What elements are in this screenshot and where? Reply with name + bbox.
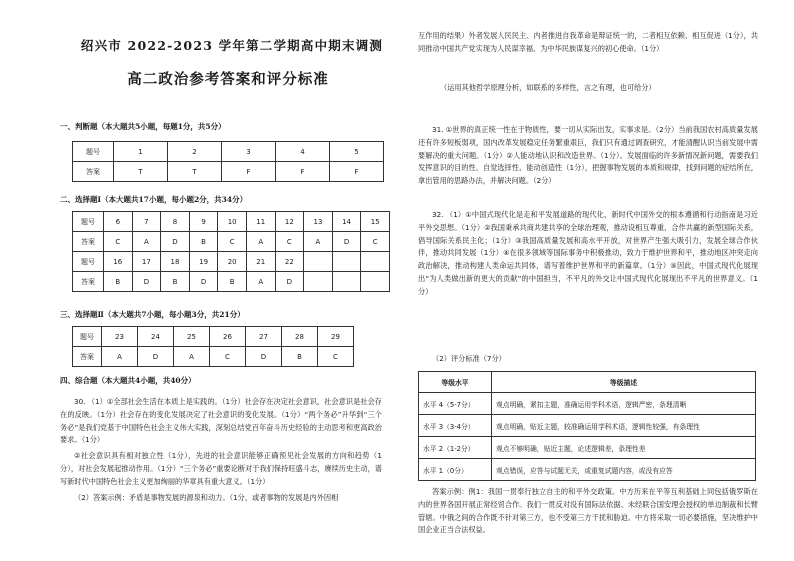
- question-number: 21: [246, 252, 275, 272]
- q32-text: 32. （1）①中国式现代化是走和平发展道路的现代化，新时代中国外交的根本遵循和行动指南是习近平外交思想。（1分）②我国秉承共商共建共享的全球治理观，推动设相互尊重、合作共赢的新型国际关系，倡导国际关系民主化；（1分）③我国高质量发展和高水平开放，对世界产生强大吸引力，发展全球合作伙伴，推动共同发展（1分）④在很多领域等国际事务中积极推动，致力于维护世界和平，推动地区冲突走向政治解决，推动构建人类命运共同体，谱写着维护世界和平的新篇章。（1分）⑤因此，中国式现代化展现出“为人类做出新的更大的贡献”的中国担当，不平凡的外交让中国式现代化展现出不平凡的世界意义。（1分）: [418, 210, 758, 296]
- rubric-level: 水平 4（5-7分）: [419, 393, 492, 415]
- answer-cell: D: [189, 272, 218, 292]
- answer-cell: F: [222, 162, 276, 182]
- rubric-level: 水平 2（1-2分）: [419, 437, 492, 459]
- table-row: [419, 459, 756, 481]
- row-label: 题号: [73, 212, 104, 232]
- question-number: 1: [114, 142, 168, 162]
- answer-cell: F: [276, 162, 330, 182]
- answer-cell: C: [210, 347, 246, 367]
- answer-cell: A: [102, 347, 138, 367]
- rubric-desc: 观点不够明确，贴近主题，论述逻辑差，条理性差: [492, 437, 756, 459]
- question-number: 23: [102, 327, 138, 347]
- answer-cell: D: [132, 272, 161, 292]
- answer-cell: B: [282, 347, 318, 367]
- table-row: [419, 415, 756, 437]
- answer-cell: T: [114, 162, 168, 182]
- row-label: 答案: [73, 347, 102, 367]
- question-number: 22: [275, 252, 304, 272]
- table-row: [73, 232, 390, 252]
- table-row: [73, 212, 390, 232]
- question-number: 24: [138, 327, 174, 347]
- table-row: [419, 372, 756, 393]
- answer-cell: A: [132, 232, 161, 252]
- question-number: 25: [174, 327, 210, 347]
- question-number: 7: [132, 212, 161, 232]
- table-row: [419, 437, 756, 459]
- answer-cell: C: [104, 232, 133, 252]
- answer-cell: B: [161, 272, 190, 292]
- rubric-desc: 观点明确，贴近主题，较准确运用学科术语，逻辑性较强，有条理性: [492, 415, 756, 437]
- q30-cont-text: 互作用的结果）外者发展人民民主、内者推进自我革命是辩证统一的，二者相互依赖、相互促进（1分），共同推动中国共产党实现为人民谋幸福、为中华民族谋复兴的初心使命。（1分）: [418, 31, 758, 53]
- answer-cell: D: [332, 232, 361, 252]
- rubric-desc: 观点错误，应答与试题无关，或重复试题内容，或没有应答: [492, 459, 756, 481]
- answer-cell: A: [304, 232, 333, 252]
- question-number: 12: [275, 212, 304, 232]
- row-label: 答案: [73, 272, 104, 292]
- q31-answer: [418, 124, 758, 188]
- rubric-header-desc: 等级描述: [492, 372, 756, 393]
- section3-heading: 三、选择题Ⅱ（本大题共7小题，每小题3分，共21分）: [60, 310, 245, 319]
- q30-answer: [60, 396, 382, 504]
- q30-continued: [418, 30, 758, 56]
- table-row: [419, 393, 756, 415]
- table-row: [73, 142, 384, 162]
- answer-cell: C: [275, 232, 304, 252]
- table-row: [73, 347, 354, 367]
- question-number: 6: [104, 212, 133, 232]
- q32-answer: [418, 209, 758, 299]
- question-number: 4: [276, 142, 330, 162]
- q30-part1-cont-text: ②社会意识具有相对独立性（1分），先进的社会意识能够正确预见社会发展的方向和趋势（1分），对社会发展起推动作用。（1分）“三个务必”重要论断对于我们保持旺盛斗志，赓续历史主动，谱写新时代中国特色社会主义更加绚丽的华章具有重大意义。（1分）: [60, 451, 382, 486]
- question-number: 18: [161, 252, 190, 272]
- answer-example: [418, 486, 758, 537]
- question-number: 17: [132, 252, 161, 272]
- empty-cell: [304, 252, 333, 272]
- question-number: 9: [189, 212, 218, 232]
- question-number: 3: [222, 142, 276, 162]
- rubric-heading-text: （2）评分标准（7分）: [432, 354, 506, 363]
- section4-heading: 四、综合题（本大题共4小题，共40分）: [60, 376, 196, 385]
- answer-cell: B: [104, 272, 133, 292]
- empty-cell: [304, 272, 333, 292]
- document-title: 绍兴市 2022-2023 学年第二学期高中期末调测: [80, 38, 384, 53]
- document-subtitle: 高二政治参考答案和评分标准: [127, 71, 329, 88]
- answer-cell: D: [246, 347, 282, 367]
- rubric-header-level: 等级水平: [419, 372, 492, 393]
- section1-answer-table: [72, 141, 384, 182]
- answer-cell: C: [318, 347, 354, 367]
- answer-cell: T: [168, 162, 222, 182]
- question-number: 13: [304, 212, 333, 232]
- q31-text: 31. ①世界的真正统一性在于物质性，要一切从实际出发，实事求是。（2分）当前我国农村高质量发展还有许多短板弱项，国内改革发展稳定任务繁重艰巨，我们只有通过调查研究，才能清醒认识当前发展中需要解决的重大问题。（1分）②人能动地认识和改造世界。（1分）。发展面临的许多新情况新问题，需要我们发挥意识的目的性、自觉选择性、能动创造性（1分），把握事物发展的本质和规律，找到问题的症结所在，拿出管用的思路办法，并解决问题。（2分）: [418, 125, 758, 186]
- answer-cell: A: [174, 347, 210, 367]
- question-number: 16: [104, 252, 133, 272]
- answer-cell: D: [275, 272, 304, 292]
- section1-heading: 一、判断题（本大题共5小题，每题1分，共5分）: [60, 122, 226, 131]
- question-number: 26: [210, 327, 246, 347]
- answer-cell: A: [246, 272, 275, 292]
- question-number: 28: [282, 327, 318, 347]
- left-column: [60, 0, 390, 561]
- rubric-desc: 观点明确，紧扣主题，准确运用学科术语，逻辑严密，条理清晰: [492, 393, 756, 415]
- rubric-level: 水平 3（3-4分）: [419, 415, 492, 437]
- row-label: 题号: [73, 142, 114, 162]
- row-label: 答案: [73, 162, 114, 182]
- answer-cell: B: [189, 232, 218, 252]
- table-row: [73, 272, 390, 292]
- answer-cell: D: [138, 347, 174, 367]
- q30-part2-text: （2）答案示例：矛盾是事物发展的源泉和动力。（1分，或者事物的发展是内外因相: [74, 492, 339, 502]
- row-label: 答案: [73, 232, 104, 252]
- empty-cell: [332, 272, 361, 292]
- note: [440, 82, 760, 95]
- question-number: 27: [246, 327, 282, 347]
- right-column: [418, 0, 763, 561]
- table-row: [73, 327, 354, 347]
- question-number: 19: [189, 252, 218, 272]
- table-row: [73, 162, 384, 182]
- empty-cell: [361, 272, 390, 292]
- table-row: [73, 252, 390, 272]
- answer-cell: C: [218, 232, 247, 252]
- answer-cell: B: [218, 272, 247, 292]
- q30-part1-text: 30. （1）①全部社会生活在本质上是实践的。（1分）社会存在决定社会意识，社会意识是社会存在的反映。（1分）社会存在的变化发展决定了社会意识的变化发展。（1分）“两个务必”升华到“三个务必”是我们党基于中国特色社会主义伟大实践，深刻总结党百年奋斗历史经验的主动思考和更高政治要求。（1分）: [60, 397, 382, 445]
- rubric-level: 水平 1（0分）: [419, 459, 492, 481]
- row-label: 题号: [73, 252, 104, 272]
- question-number: 15: [361, 212, 390, 232]
- answer-cell: C: [361, 232, 390, 252]
- empty-cell: [332, 252, 361, 272]
- section3-answer-table: [72, 326, 354, 367]
- question-number: 8: [161, 212, 190, 232]
- section2-answer-table: [72, 211, 390, 292]
- question-number: 20: [218, 252, 247, 272]
- rubric-heading: [432, 353, 632, 366]
- answer-example-text: 答案示例：例1：我国一贯奉行独立自主的和平外交政策。中方历来在平等互利基础上同包括俄罗斯在内的世界各国开展正常经贸合作。我们一贯反对没有国际法依据、未经联合国安理会授权的单边制裁和长臂管辖。中俄之间的合作既不针对第三方，也不受第三方干扰和胁迫。中方将采取一切必要措施，坚决维护中国企业正当合法权益。: [418, 487, 758, 535]
- question-number: 11: [246, 212, 275, 232]
- answer-cell: F: [330, 162, 384, 182]
- question-number: 5: [330, 142, 384, 162]
- answer-cell: A: [246, 232, 275, 252]
- row-label: 题号: [73, 327, 102, 347]
- question-number: 14: [332, 212, 361, 232]
- section2-heading: 二、选择题Ⅰ（本大题共17小题，每小题2分，共34分）: [60, 195, 248, 204]
- note-text: （运用其他哲学原理分析，如联系的多样性，言之有理，也可给分）: [440, 83, 656, 92]
- question-number: 29: [318, 327, 354, 347]
- answer-cell: D: [161, 232, 190, 252]
- rubric-table: [418, 371, 756, 481]
- empty-cell: [361, 252, 390, 272]
- question-number: 10: [218, 212, 247, 232]
- question-number: 2: [168, 142, 222, 162]
